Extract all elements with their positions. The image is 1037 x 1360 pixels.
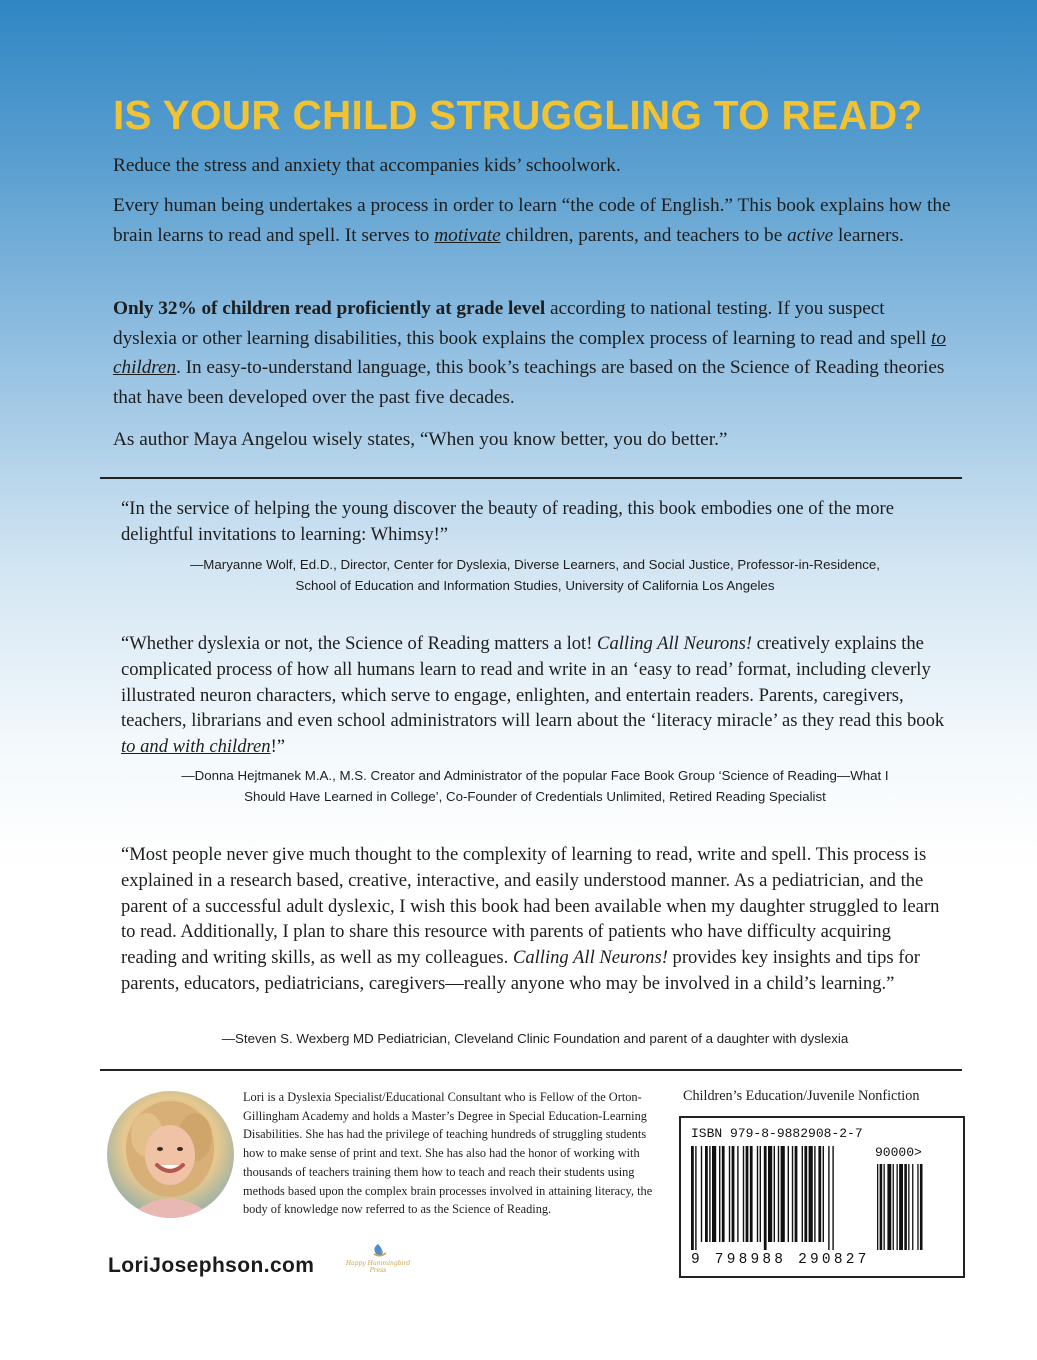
quote-hejtmanek-text-1: “Whether dyslexia or not, the Science of Reading matters a lot! [121, 633, 598, 654]
attribution-wexberg: —Steven S. Wexberg MD Pediatrician, Cleveland Clinic Foundation and parent of a daughter with dyslexia [221, 1031, 849, 1046]
statistics-text-1: according to national testing. If you suspect dyslexia or other learning disabilities, this book explains the complex process of learning to read and spell [113, 298, 932, 349]
barcode-bar [719, 1146, 720, 1242]
process-paragraph [113, 191, 953, 250]
addon-bar [899, 1164, 903, 1250]
angelou-paragraph: As author Maya Angelou wisely states, “When you know better, you do better.” [113, 429, 728, 450]
barcode-bar [729, 1146, 730, 1242]
process-text-3: learners. [833, 224, 904, 246]
barcode-digits: 9 798988 290827 [691, 1252, 870, 1268]
barcode-bar [781, 1146, 785, 1242]
barcode-bar [802, 1146, 803, 1242]
barcode-bar [804, 1146, 807, 1242]
publisher-logo [338, 1240, 418, 1280]
barcode-bar [691, 1146, 694, 1250]
quote-hejtmanek [121, 631, 951, 760]
book-title-emphasis-2: Calling All Neurons! [512, 947, 668, 969]
barcode-bar [814, 1146, 815, 1242]
author-website: LoriJosephson.com [108, 1254, 315, 1277]
statistic-highlight: Only 32% of children read proficiently at grade level [113, 298, 546, 319]
author-bio: Lori is a Dyslexia Specialist/Educational Consultant who is Fellow of the Orton-Gillingham Academy and holds a Master’s Degree in Special Education-Learning Disabilities. She has had the privilege of teaching hundreds of struggling students how to make sense of print and text. She has also had the honor of working with thousands of teachers training them how to teach and reach their students using methods based upon the complex brain processes involved in attaining literacy, the body of knowledge now referred to as the Science of Reading. [243, 1090, 653, 1217]
barcode-bar [757, 1146, 758, 1242]
barcode-bar [818, 1146, 821, 1242]
quote-wexberg-text-2: provides key insights and tips for parents, educators, pediatricians, caregivers—really anyone who may be involved in a child’s learning.” [121, 947, 920, 994]
quote-hejtmanek-text-3: !” [270, 736, 286, 758]
intro-paragraph: Reduce the stress and anxiety that accompanies kids’ schoolwork. [113, 155, 621, 176]
barcode-bar [823, 1146, 824, 1242]
barcode-bar [778, 1146, 779, 1242]
book-title-emphasis: Calling All Neurons! [597, 633, 753, 654]
headline: IS YOUR CHILD STRUGGLING TO READ? [113, 92, 923, 138]
to-and-with-children-emphasis: to and with children [121, 736, 271, 758]
process-text-2: children, parents, and teachers to be [500, 224, 788, 246]
addon-bar [912, 1164, 913, 1250]
quote-hejtmanek-text-2: creatively explains the complicated process of how all humans learn to read and write in an ‘easy to read’ format, including cleverly illustrated neuron characters, which serve to engage, enlighten, and entertain readers. Parents, caregivers, teachers, librarians and even school administrators will learn about the ‘literacy miracle’ as they read this book [121, 633, 945, 732]
barcode-bar [712, 1146, 716, 1242]
barcode-bars [691, 1146, 953, 1250]
active-emphasis: active [787, 224, 834, 246]
barcode-bar [750, 1146, 753, 1242]
attribution-hejtmanek-line1: —Donna Hejtmanek M.A., M.S. Creator and Administrator of the popular Face Book Group ‘Science of Reading—What I [181, 768, 889, 783]
addon-bar [897, 1164, 898, 1250]
barcode-bar [695, 1146, 696, 1250]
quote-wexberg [121, 842, 951, 997]
barcode-bar [737, 1146, 738, 1242]
addon-bar [884, 1164, 885, 1250]
author-photo [107, 1091, 234, 1218]
barcode-bar [832, 1146, 833, 1250]
barcode-bar [788, 1146, 789, 1242]
addon-bar [893, 1164, 894, 1250]
addon-bar [877, 1164, 878, 1250]
addon-bar [887, 1164, 891, 1250]
attribution-wolf-line1: —Maryanne Wolf, Ed.D., Director, Center for Dyslexia, Diverse Learners, and Social Justice, Professor-in-Residence, [190, 557, 880, 572]
divider-bottom [100, 1069, 962, 1071]
statistics-paragraph [113, 294, 953, 412]
barcode-bar [709, 1146, 710, 1242]
barcode-bar [768, 1146, 772, 1242]
addon-bar [880, 1164, 883, 1250]
motivate-emphasis: motivate [434, 224, 501, 246]
attribution-wolf [110, 555, 960, 596]
price-addon: 90000> [875, 1145, 922, 1160]
book-category: Children’s Education/Juvenile Nonfiction [683, 1088, 920, 1104]
divider-top [100, 477, 962, 479]
barcode-bar [809, 1146, 813, 1242]
attribution-hejtmanek [110, 766, 960, 807]
barcode-bar [705, 1146, 708, 1242]
addon-bar [904, 1164, 907, 1250]
quote-wolf: “In the service of helping the young discover the beauty of reading, this book embodies one of the more delightful invitations to learning: Whimsy!” [121, 498, 894, 545]
isbn-barcode [679, 1116, 965, 1278]
barcode-bar [764, 1146, 767, 1250]
quote-wexberg-text-1: “Most people never give much thought to the complexity of learning to read, write and spell. This process is explained in a research based, creative, interactive, and easily understood manner. As a pediatrician, and the parent of a successful adult dyslexic, I wish this book had been available when my daughter struggled to learn to read. Additionally, I plan to share this resource with parents of patients who have difficulty acquiring reading and writing skills, as well as my colleagues. [121, 844, 940, 969]
author-portrait-illustration [107, 1091, 234, 1218]
attribution-wolf-line2: School of Education and Information Studies, University of California Los Angeles [295, 577, 775, 593]
statistics-text-2: . In easy-to-understand language, this book’s teachings are based on the Science of Reading theories that have been developed over the past five decades. [113, 357, 945, 408]
barcode-bar [760, 1146, 761, 1242]
barcode-bar [774, 1146, 775, 1242]
barcode-bar [732, 1146, 735, 1242]
to-children-emphasis: to children [113, 327, 946, 378]
barcode-bar [746, 1146, 749, 1242]
barcode-bar [792, 1146, 793, 1242]
barcode-bar [828, 1146, 829, 1250]
barcode-bar [722, 1146, 725, 1242]
process-text-1: Every human being undertakes a process in order to learn “the code of English.” This book explains how the brain learns to read and spell. It serves to [113, 195, 951, 246]
barcode-bar [795, 1146, 798, 1242]
isbn-label: ISBN 979-8-9882908-2-7 [691, 1126, 863, 1141]
barcode-bar [701, 1146, 702, 1242]
addon-bar [908, 1164, 909, 1250]
attribution-hejtmanek-line2: Should Have Learned in College’, Co-Founder of Credentials Unlimited, Retired Reading Specialist [244, 788, 826, 804]
addon-bar [920, 1164, 923, 1250]
barcode-bar [743, 1146, 744, 1242]
publisher-logo-text: Happy Hummingbird Press [345, 1260, 411, 1274]
addon-bar [917, 1164, 918, 1250]
